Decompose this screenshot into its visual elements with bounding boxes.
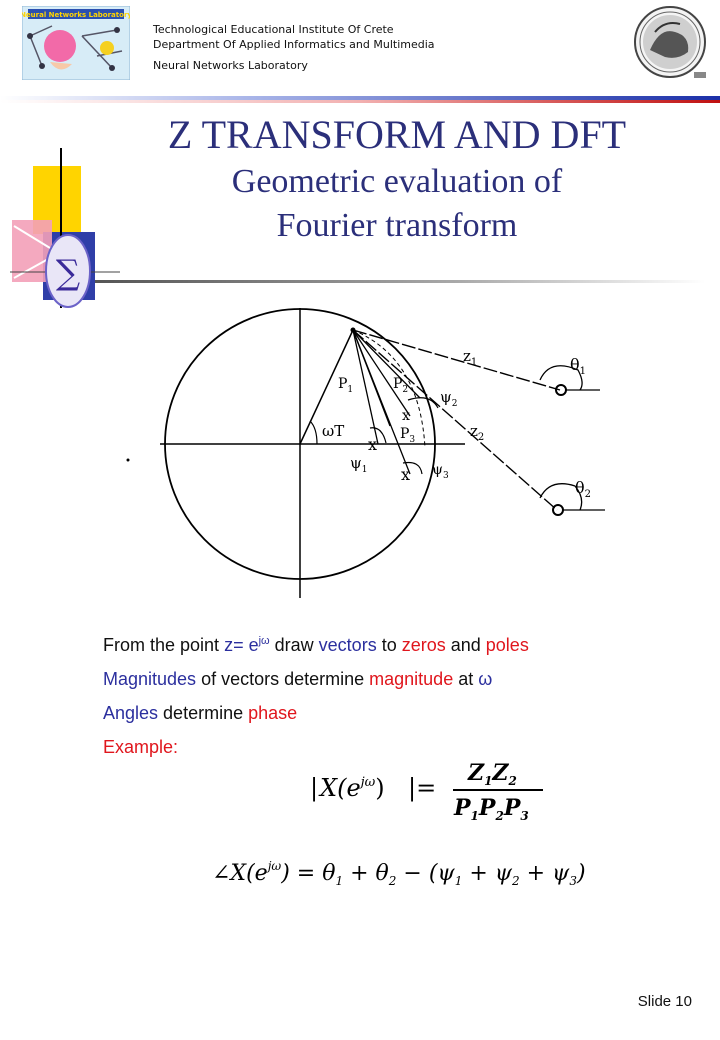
logo-text: Neural Networks Laboratory xyxy=(22,11,130,19)
university-seal-icon xyxy=(630,2,710,82)
svg-text:P1: $P_1$ xyxy=(338,376,354,395)
bullet-magnitudes: Magnitudes of vectors determine magnitude at ω xyxy=(103,669,493,689)
label-p2: P xyxy=(393,376,403,392)
explanation-text xyxy=(103,624,529,764)
svg-text:∠X(ejω) = θ1 + θ2 − (ψ1 + ψ2 +: $\angle X(e^{j\omega}) = \theta_1 + \theta_2 - (\psi_1 + \psi_2 + \psi_3)$ xyxy=(212,859,586,888)
svg-text:P3: $P_3$ xyxy=(400,426,416,445)
label-psi1: ψ xyxy=(350,454,362,472)
institution-header xyxy=(153,22,435,73)
label-z2: z xyxy=(470,422,478,440)
phase-equation xyxy=(212,852,642,892)
sigma-icon: ∑ xyxy=(55,253,81,293)
svg-text:P2: $P_2$ xyxy=(393,376,409,395)
bullet-vectors: From the point $z= e^{j\omega}$ draw vectors to zeros and poles xyxy=(103,635,529,655)
bullet-example: Example: xyxy=(103,737,179,757)
lab-name: Neural Networks Laboratory xyxy=(153,59,308,72)
title-subtitle-line1: Geometric evaluation of xyxy=(231,163,563,200)
label-z1: z xyxy=(463,347,471,365)
svg-text:z1: $z_1$ xyxy=(463,347,478,368)
title-main: Z TRANSFORM AND DFT xyxy=(167,112,627,157)
bullet-angles: Angles determine phase xyxy=(103,703,298,723)
svg-text:ψ2: $\psi_2$ xyxy=(440,388,458,409)
magnitude-equation xyxy=(308,752,548,822)
label-omega-t: ωT xyxy=(322,422,345,440)
svg-text:|=: |= xyxy=(408,774,437,802)
svg-text:Z1Z2: $Z_1Z_2$ xyxy=(468,760,517,788)
svg-text:θ1: $\theta_1$ xyxy=(570,355,587,377)
header-divider xyxy=(0,88,720,95)
svg-text:|: | xyxy=(310,774,319,802)
svg-text:θ2: $\theta_2$ xyxy=(575,478,592,500)
decorative-blocks xyxy=(10,148,120,313)
pole-zero-diagram xyxy=(120,298,610,598)
label-p3: P xyxy=(400,426,410,442)
slide-number: Slide 10 xyxy=(637,993,692,1010)
zero-marker-icon: x xyxy=(402,408,410,424)
department-name: Department Of Applied Informatics and Multimedia xyxy=(153,38,435,51)
institute-name: Technological Educational Institute Of Crete xyxy=(153,23,394,36)
label-theta2: θ xyxy=(575,478,585,497)
title-subtitle-line2: Fourier transform xyxy=(276,207,518,244)
slide-title xyxy=(150,110,644,248)
svg-text:z2: $z_2$ xyxy=(470,422,485,443)
svg-text:ψ1: $\psi_1$ xyxy=(350,454,368,475)
svg-text:X(ejω): $X(e^{j\omega})$ xyxy=(320,774,385,802)
label-p1: P xyxy=(338,376,348,392)
svg-text:ψ3: $\psi_3$ xyxy=(432,462,449,481)
label-psi3: ψ xyxy=(432,462,443,478)
lab-logo xyxy=(22,6,130,80)
zero-marker-icon: x xyxy=(401,465,411,484)
zero-marker-icon: x xyxy=(368,435,378,454)
label-psi2: ψ xyxy=(440,388,452,406)
label-theta1: θ xyxy=(570,355,580,374)
svg-text:P1P2P3: $P_1P_2P_3$ xyxy=(454,795,529,822)
title-rule xyxy=(95,270,705,276)
